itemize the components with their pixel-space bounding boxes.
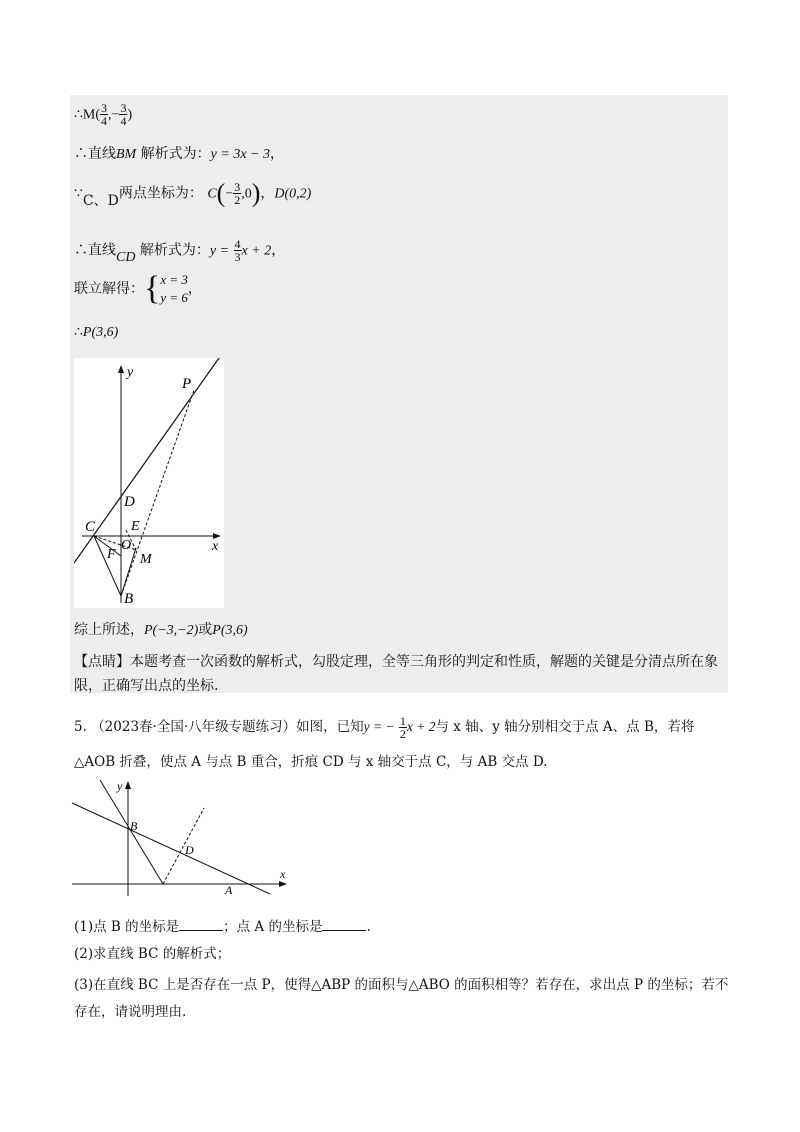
line-ab bbox=[72, 803, 270, 894]
solution-line-system: 联立解得：{ x = 3 y = 6 ， bbox=[74, 270, 202, 307]
label-a: A bbox=[225, 883, 233, 897]
label-d: D bbox=[185, 843, 194, 857]
label-b: B bbox=[130, 819, 138, 833]
label-f: F bbox=[107, 547, 116, 562]
solution-line-bm: ∴直线BM 解析式为：y = 3x − 3， bbox=[74, 146, 284, 162]
conclusion-line: 综上所述，P(−3,−2)或P(3,6) bbox=[74, 622, 248, 638]
question-1: (1)点 B 的坐标是 ；点 A 的坐标是 . bbox=[74, 919, 371, 935]
label-x: x bbox=[280, 867, 286, 881]
problem5-line-2: △AOB 折叠，使点 A 与点 B 重合，折痕 CD 与 x 轴交于点 C，与 AB 交点 D. bbox=[74, 754, 548, 770]
label-d: D bbox=[124, 494, 135, 510]
answer-blank-a[interactable] bbox=[322, 918, 366, 931]
label-c: C bbox=[85, 519, 96, 535]
solution-line-m: ∴M( $\frac{3}{4}$ ,− $\frac{3}{4}$ ) bbox=[74, 101, 133, 128]
solution-line-cd-points: ∵C、D两点坐标为： C(− $\frac{3}{2}$ ,0)，D(0,2) bbox=[74, 178, 312, 209]
comment-line-2: 限，正确写出点的坐标. bbox=[74, 678, 219, 694]
dashed-cd bbox=[163, 808, 204, 884]
question-2: (2)求直线 BC 的解析式； bbox=[74, 946, 231, 962]
label-o: O bbox=[121, 538, 132, 553]
question-3-line-2: 存在，请说明理由. bbox=[74, 1004, 187, 1020]
figure-1 bbox=[74, 358, 224, 608]
label-b: B bbox=[124, 591, 134, 607]
x-axis-arrow-icon bbox=[279, 881, 287, 887]
label-x: x bbox=[212, 539, 219, 554]
solution-line-p: ∴P(3,6) bbox=[74, 324, 119, 340]
solution-line-cd-eq: ∴直线CD 解析式为：y = $\frac{4}{3}$ x + 2， bbox=[74, 237, 286, 265]
label-m: M bbox=[140, 552, 152, 567]
label-y: y bbox=[117, 779, 123, 793]
label-y: y bbox=[127, 365, 134, 380]
figure-2 bbox=[70, 778, 295, 898]
label-e: E bbox=[131, 519, 140, 534]
comment-line-1: 【点睛】本题考查一次函数的解析式，勾股定理，全等三角形的判定和性质，解题的关键是分清点所在象 bbox=[74, 654, 718, 670]
label-p: P bbox=[182, 376, 192, 392]
question-3-line-1: (3)在直线 BC 上是否存在一点 P，使得△ABP 的面积与△ABO 的面积相等？若存在，求出点 P 的坐标；若不 bbox=[74, 977, 729, 993]
answer-blank-b[interactable] bbox=[179, 918, 223, 931]
problem5-line-1: 5. （2023春·全国·八年级专题练习）如图，已知y = − $\frac{1}{2}$ x + 2与 x 轴、y 轴分别相交于点 A、点 B，若将 bbox=[74, 714, 695, 741]
y-axis-arrow-icon bbox=[125, 781, 131, 789]
